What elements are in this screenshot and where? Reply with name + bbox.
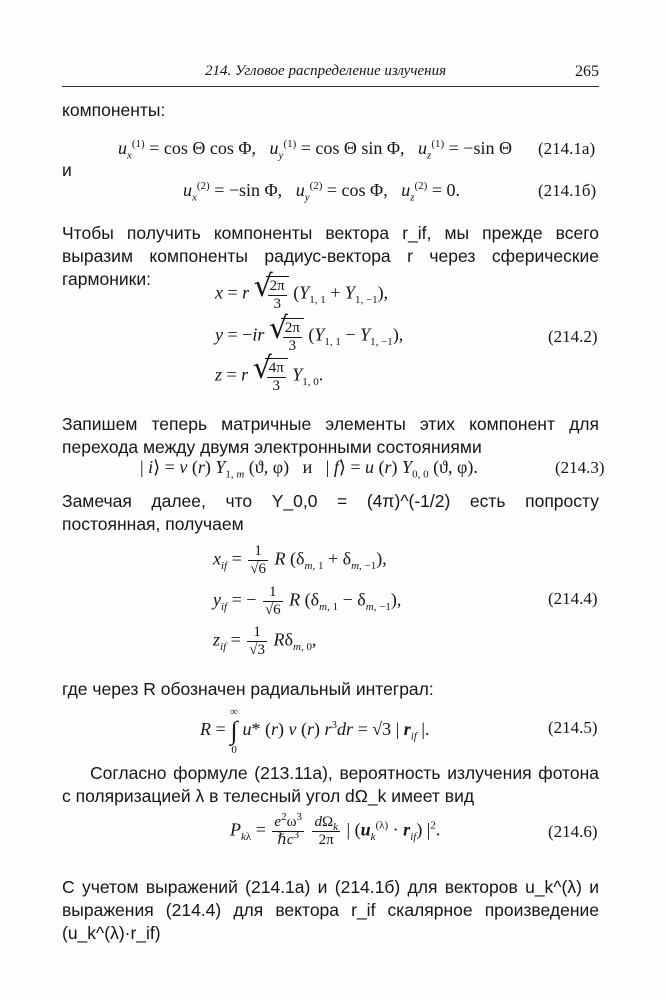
equation-214-3: | i⟩ = v (r) $Y_{1, m}$ (ϑ, φ) и | f⟩ = u (r) $Y_{0, 0}$ (ϑ, φ). [140, 457, 478, 481]
header-rule [62, 86, 599, 87]
paragraph-radial-integral: где через R обозначен радиальный интеграл: [62, 679, 434, 699]
equation-number-214-3: (214.3) [555, 458, 605, 477]
equation-number-214-6: (214.6) [548, 822, 598, 841]
equation-number-214-1b: (214.1б) [538, 181, 597, 200]
equation-number-214-1a: (214.1а) [538, 139, 596, 158]
equation-number-214-2: (214.2) [548, 327, 598, 346]
paragraph-matrix-elements: Запишем теперь матричные элементы этих компонент для перехода между двумя электронными состояниями [62, 414, 599, 457]
equation-214-2-x: x = r √ $\frac{2\pi}{3}$ $(Y_{1, 1} + Y_{1, -1})$, [215, 269, 389, 312]
running-header-title: 214. Угловое распределение излучения [205, 63, 447, 79]
equation-number-214-5: (214.5) [548, 718, 598, 737]
paragraph-scalar-product: С учетом выражений (214.1а) и (214.1б) для векторов u_k^(λ) и выражения (214.4) для вектора r_if скалярное произведение (u_k^(λ)·r_if) [62, 877, 599, 943]
equation-214-2-y: y = −ir √ $\frac{2\pi}{3}$ $(Y_{1, 1} - Y_{1, -1})$, [215, 311, 404, 354]
paragraph-components: компоненты: [62, 100, 166, 120]
equation-214-6: $P_{k\lambda}$ = $\frac{e^2\omega^3}{\hbar c^3}$ $\frac{d\Omega_k}{2\pi}$ | $(u_k^{(\lambda)} \cdot r_{if})$ $|^2$. [230, 811, 441, 848]
page-number: 265 [575, 63, 599, 80]
equation-214-5: R = ∞ ∫ 0 u* (r) v (r) $r^3dr = √3$ | $r_{if}$ |. [200, 706, 430, 756]
equation-214-4-x: $x_{if}$ = $\frac{1}{√6}$ R $(\delta_{m, 1} + \delta_{m, -1})$, [213, 543, 387, 577]
equation-214-1a: $u_x^{(1)} = \cos \Theta$ cos Φ, $u_y^{(1)} = \cos \Theta$ sin Φ, $u_z^{(1)} = -\sin$ Θ [118, 138, 512, 162]
equation-214-4-z: $z_{if}$ = $\frac{1}{√3}$ $R\delta_{m, 0}$, [213, 624, 317, 658]
paragraph-probability: Согласно формуле (213.11а), вероятность излучения фотона с поляризацией λ в телесный угол dΩ_k имеет вид [62, 763, 599, 806]
paragraph-constant: Замечая далее, что Y_0,0 = (4π)^(-1/2) есть попросту постоянная, получаем [62, 491, 599, 534]
equation-214-1b: $u_x^{(2)} = -\sin$ Φ, $u_y^{(2)} = \cos \Phi$, $u_z^{(2)} = 0$. [183, 180, 460, 204]
equation-214-4-y: $y_{if}$ = − $\frac{1}{√6}$ R $(\delta_{m, 1} - \delta_{m, -1})$, [213, 584, 402, 618]
equation-214-2-z: z = r √ $\frac{4\pi}{3}$ $Y_{1, 0}$. [215, 351, 324, 394]
paragraph-spherical-harmonics: Чтобы получить компоненты вектора r_if, мы прежде всего выразим компоненты радиус-вектора r через сферические гармоники: [62, 223, 599, 289]
equation-number-214-4: (214.4) [548, 589, 598, 608]
conjunction-and: и [62, 160, 72, 180]
